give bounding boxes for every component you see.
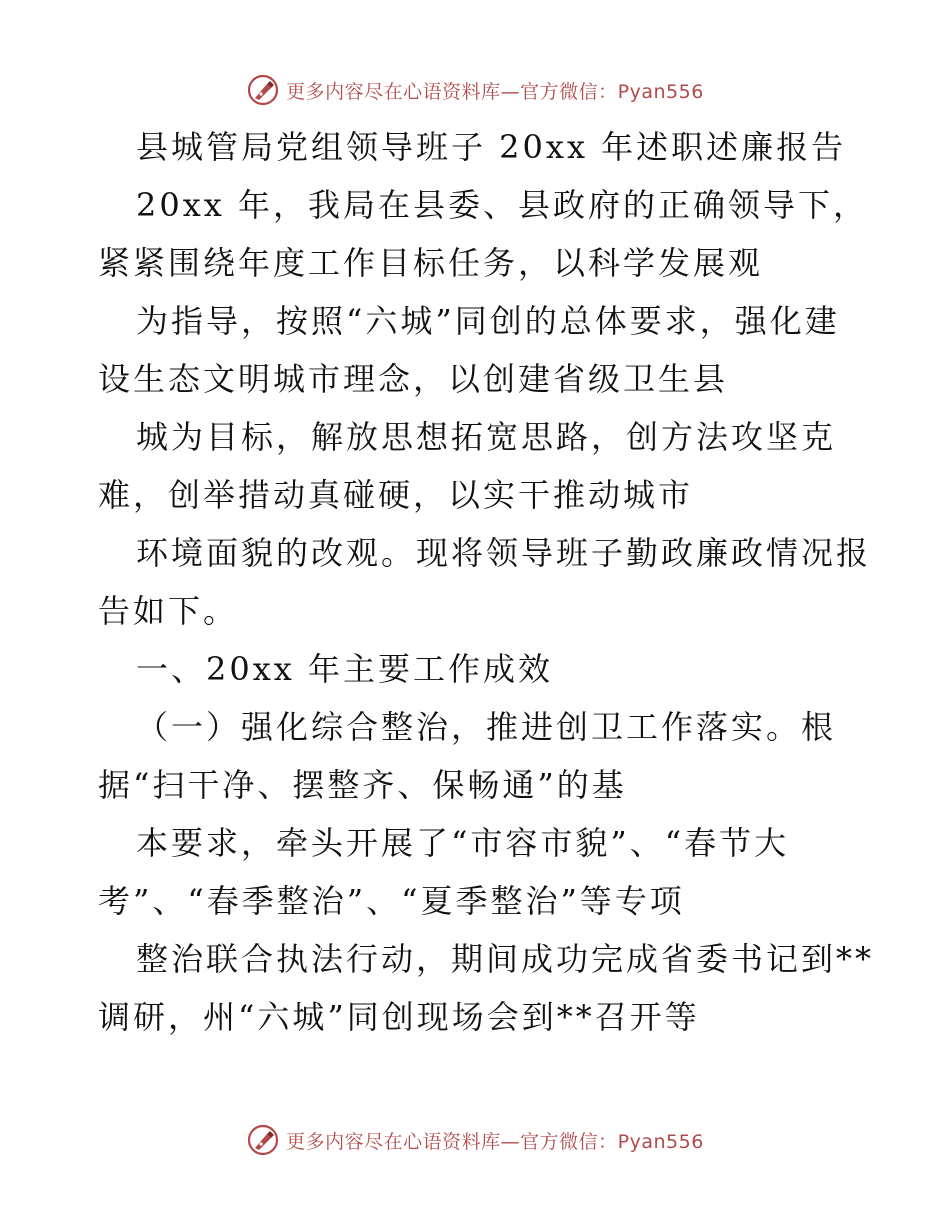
- pen-nib-icon: [246, 73, 280, 107]
- text-line: 县城管局党组领导班子 20xx 年述职述廉报告: [136, 128, 847, 166]
- text-line: 本要求，牵头开展了“市容市貌”、“春节大: [136, 824, 790, 862]
- footer-watermark: [0, 1120, 950, 1160]
- header-watermark: [0, 70, 950, 110]
- text-line: 一、20xx 年主要工作成效: [136, 650, 553, 688]
- pen-nib-icon: [246, 1123, 280, 1157]
- text-line: 紧紧围绕年度工作目标任务，以科学发展观: [98, 244, 764, 282]
- text-line: 调研，州“六城”同创现场会到**召开等: [98, 998, 700, 1036]
- watermark-text: 更多内容尽在心语资料库—官方微信：Pyan556: [286, 80, 704, 103]
- text-line: 设生态文明城市理念，以创建省级卫生县: [98, 360, 729, 398]
- text-line: 为指导，按照“六城”同创的总体要求，强化建: [136, 302, 840, 340]
- watermark-text: 更多内容尽在心语资料库—官方微信：Pyan556: [286, 1130, 704, 1153]
- text-line: 环境面貌的改观。现将领导班子勤政廉政情况报: [136, 534, 872, 572]
- text-line: 据“扫干净、摆整齐、保畅通”的基: [98, 766, 627, 804]
- text-line: 考”、“春季整治”、“夏季整治”等专项: [98, 882, 685, 920]
- text-line: 告如下。: [98, 592, 239, 630]
- text-line: 整治联合执法行动，期间成功完成省委书记到**: [136, 940, 875, 978]
- text-line: （一）强化综合整治，推进创卫工作落实。根: [136, 708, 837, 746]
- document-body: [98, 118, 875, 1046]
- text-line: 城为目标，解放思想拓宽思路，创方法攻坚克: [136, 418, 837, 456]
- text-line: 20xx 年，我局在县委、县政府的正确领导下，: [136, 186, 868, 224]
- text-line: 难，创举措动真碰硬，以实干推动城市: [98, 476, 694, 514]
